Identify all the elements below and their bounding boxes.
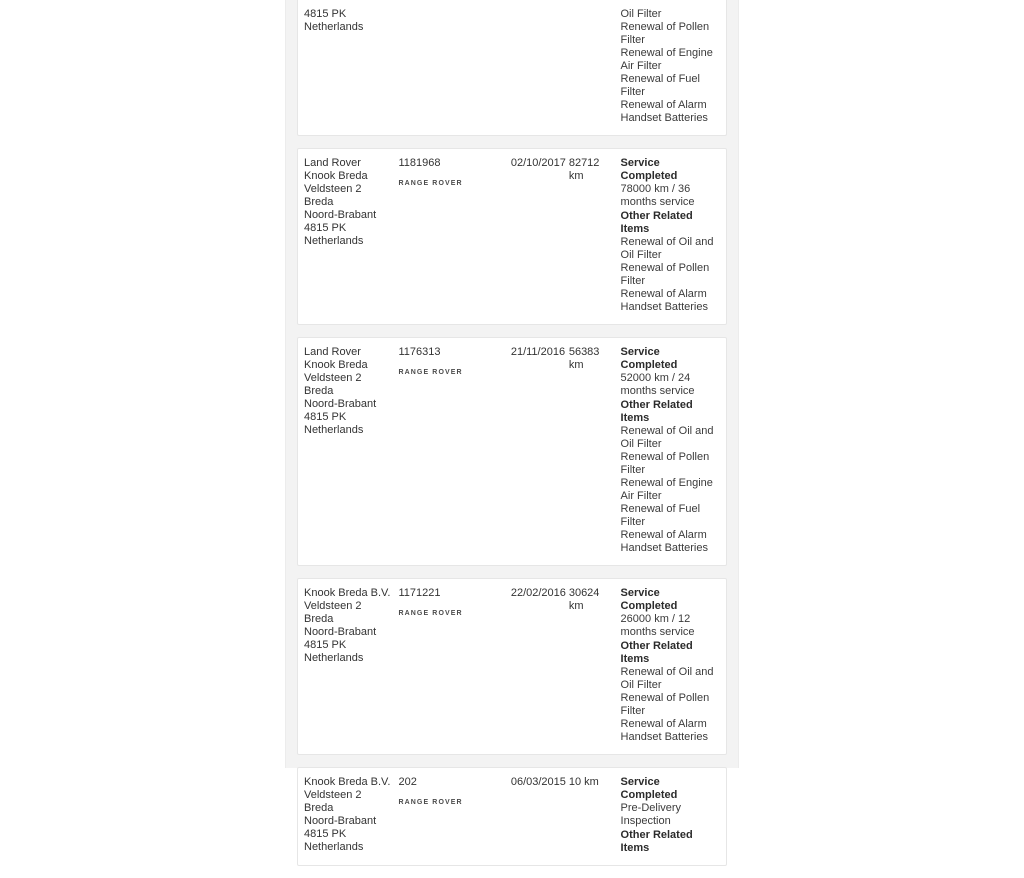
record-details	[621, 776, 720, 855]
record-invoice-cell	[398, 587, 510, 620]
related-items-heading: Other Related Items	[620, 210, 693, 235]
record-invoice-number: 1171221	[398, 587, 441, 599]
dealer-address-line: Netherlands	[304, 424, 364, 436]
dealer-address-line: Breda	[304, 385, 334, 397]
list-item: Renewal of Alarm Handset Batteries	[620, 529, 708, 554]
dealer-address-line: 4815 PK	[304, 639, 347, 651]
dealer-address-line: Netherlands	[304, 235, 364, 247]
list-item: Renewal of Pollen Filter	[620, 21, 710, 46]
record-date: 02/10/2017	[510, 157, 566, 169]
record-service-interval: 26000 km / 12 months service	[620, 613, 695, 638]
dealer-address-line: Netherlands	[304, 841, 364, 853]
record-service-interval: 52000 km / 24 months service	[620, 372, 695, 397]
list-item: Renewal of Fuel Filter	[620, 73, 700, 98]
status-badge: Service Completed	[620, 587, 678, 612]
record-odometer: 82712 km	[568, 157, 600, 182]
dealer-address-line: Land Rover Knook Breda	[304, 346, 368, 371]
dealer-address-line: Veldsteen 2	[304, 372, 362, 384]
dealer-address-line: 4815 PK	[304, 411, 347, 423]
dealer-address-line: Land Rover Knook Breda	[304, 157, 368, 182]
list-item: Renewal of Alarm Handset Batteries	[620, 99, 708, 124]
list-item: Renewal of Oil and Oil Filter	[620, 425, 714, 450]
dealer-address-line: Veldsteen 2	[304, 600, 362, 612]
dealer-address-line: Noord-Brabant	[304, 398, 377, 410]
range-rover-wordmark: RANGE ROVER	[398, 180, 463, 187]
dealer-address-line: Netherlands	[304, 21, 364, 33]
dealer-address-line: Noord-Brabant	[304, 626, 377, 638]
list-item: Renewal of Engine Air Filter	[620, 47, 713, 72]
table-row	[297, 337, 727, 566]
table-row	[297, 148, 727, 325]
range-rover-wordmark: RANGE ROVER	[398, 799, 463, 806]
dealer-address-line: 4815 PK	[304, 222, 347, 234]
record-invoice-cell	[398, 346, 510, 379]
record-dealer-address	[304, 8, 399, 34]
status-badge: Service Completed	[620, 776, 678, 801]
record-dealer-address	[304, 157, 398, 248]
record-details	[621, 8, 721, 125]
dealer-address-line: 4815 PK	[304, 8, 347, 20]
record-service-interval: Pre-Delivery Inspection	[620, 802, 682, 827]
list-item: Oil Filter	[620, 8, 662, 20]
list-item: Renewal of Engine Air Filter	[620, 477, 713, 502]
dealer-address-line: Breda	[304, 802, 334, 814]
list-item: Renewal of Fuel Filter	[620, 503, 701, 528]
list-item: Renewal of Oil and Oil Filter	[620, 236, 714, 261]
range-rover-wordmark: RANGE ROVER	[398, 610, 463, 617]
record-dealer-address	[304, 346, 398, 437]
list-item: Renewal of Alarm Handset Batteries	[620, 718, 708, 743]
record-date: 21/11/2016	[510, 346, 566, 358]
record-invoice-number: 202	[398, 776, 417, 788]
dealer-address-line: Noord-Brabant	[304, 209, 377, 221]
record-date: 06/03/2015	[510, 776, 566, 788]
dealer-address-line: Veldsteen 2	[304, 789, 362, 801]
list-item: Renewal of Pollen Filter	[620, 451, 710, 476]
record-date: 22/02/2016	[510, 587, 566, 599]
status-badge: Service Completed	[620, 157, 678, 182]
record-odometer: 30624 km	[568, 587, 600, 612]
dealer-address-line: Netherlands	[304, 652, 364, 664]
dealer-address-line: Noord-Brabant	[304, 815, 377, 827]
service-history-record-list	[297, 0, 727, 878]
list-item: Renewal of Alarm Handset Batteries	[620, 288, 708, 313]
related-items-heading: Other Related Items	[620, 829, 693, 854]
related-items-heading: Other Related Items	[620, 640, 693, 665]
record-details	[621, 157, 720, 314]
dealer-address-line: Breda	[304, 196, 334, 208]
record-odometer: 10 km	[568, 776, 599, 788]
dealer-address-line: Knook Breda B.V.	[304, 587, 391, 599]
dealer-address-line: Breda	[304, 613, 334, 625]
record-invoice-number: 1176313	[398, 346, 441, 358]
record-invoice-cell	[398, 157, 510, 190]
status-badge: Service Completed	[620, 346, 678, 371]
record-invoice-cell	[398, 776, 510, 809]
record-invoice-number: 1181968	[398, 157, 441, 169]
related-items-heading: Other Related Items	[620, 399, 693, 424]
record-service-interval: 78000 km / 36 months service	[620, 183, 695, 208]
record-dealer-address	[304, 587, 398, 665]
record-dealer-address	[304, 776, 398, 854]
record-details	[621, 346, 720, 555]
range-rover-wordmark: RANGE ROVER	[398, 369, 463, 376]
list-item: Renewal of Oil and Oil Filter	[620, 666, 714, 691]
record-details	[621, 587, 720, 744]
list-item: Renewal of Pollen Filter	[620, 262, 710, 287]
record-odometer: 56383 km	[568, 346, 600, 371]
list-item: Renewal of Pollen Filter	[620, 692, 710, 717]
dealer-address-line: 4815 PK	[304, 828, 347, 840]
dealer-address-line: Veldsteen 2	[304, 183, 362, 195]
table-row	[297, 0, 727, 136]
dealer-address-line: Knook Breda B.V.	[304, 776, 391, 788]
table-row	[297, 767, 727, 866]
table-row	[297, 578, 727, 755]
